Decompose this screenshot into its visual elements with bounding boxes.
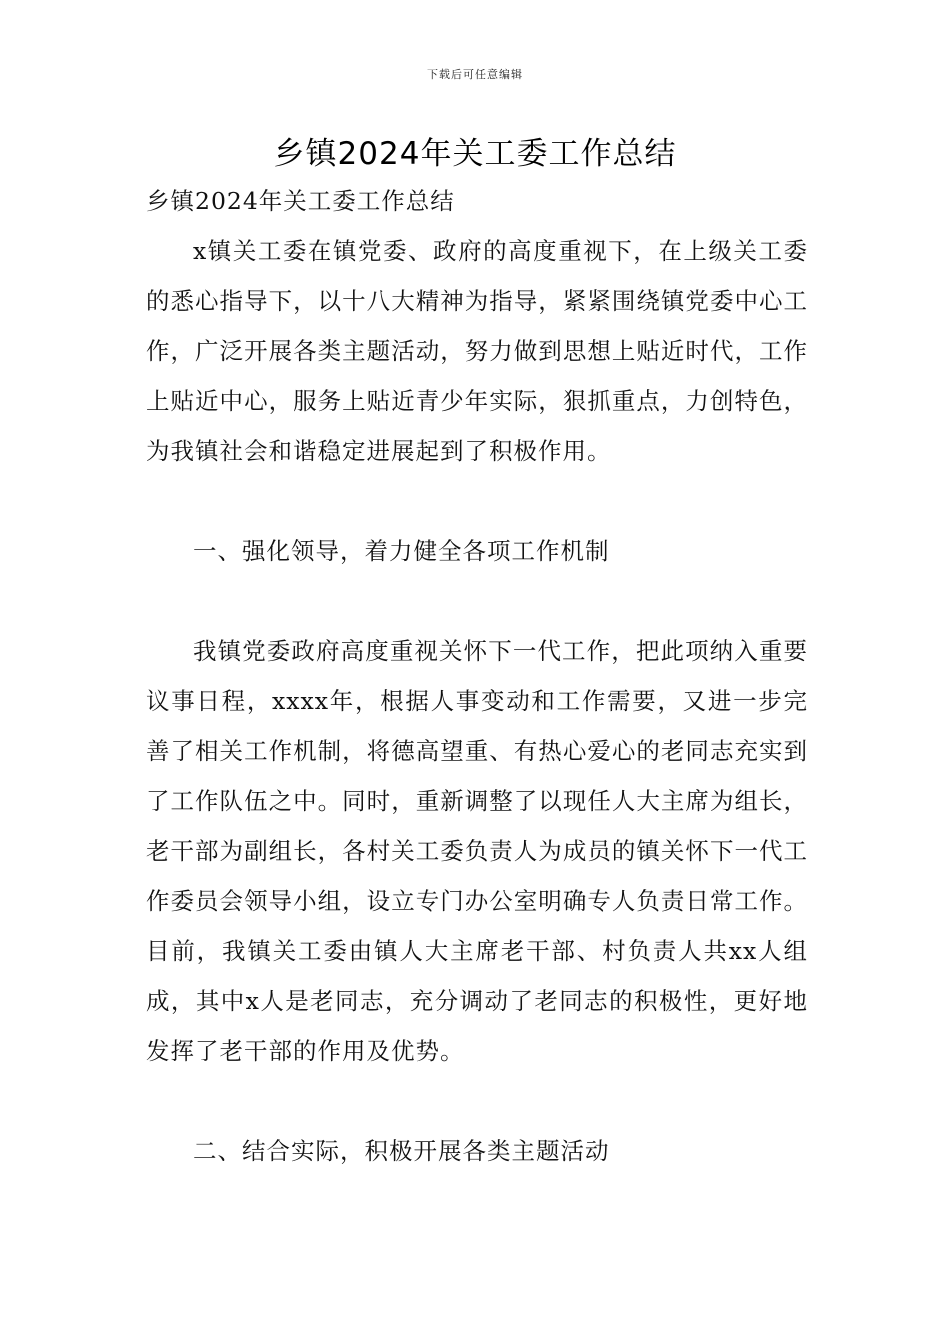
document-subtitle: 乡镇2024年关工委工作总结 xyxy=(146,187,455,215)
header-note: 下载后可任意编辑 xyxy=(427,68,523,81)
section2-heading: 二、结合实际，积极开展各类主题活动 xyxy=(193,1137,610,1165)
section1-heading: 一、强化领导，着力健全各项工作机制 xyxy=(193,537,610,565)
document-body xyxy=(146,176,808,1176)
document-title: 乡镇2024年关工委工作总结 xyxy=(273,136,677,172)
intro-paragraph: x镇关工委在镇党委、政府的高度重视下，在上级关工委的悉心指导下，以十八大精神为指导，紧紧围绕镇党委中心工作，广泛开展各类主题活动，努力做到思想上贴近时代，工作上贴近中心，服务上贴近青少年实际，狠抓重点，力创特色，为我镇社会和谐稳定进展起到了积极作用。 xyxy=(146,237,808,465)
section1-paragraph: 我镇党委政府高度重视关怀下一代工作，把此项纳入重要议事日程，xxxx年，根据人事变动和工作需要，又进一步完善了相关工作机制，将德高望重、有热心爱心的老同志充实到了工作队伍之中。同时，重新调整了以现任人大主席为组长，老干部为副组长，各村关工委负责人为成员的镇关怀下一代工作委员会领导小组，设立专门办公室明确专人负责日常工作。目前，我镇关工委由镇人大主席老干部、村负责人共xx人组成，其中x人是老同志，充分调动了老同志的积极性，更好地发挥了老干部的作用及优势。 xyxy=(146,637,808,1065)
